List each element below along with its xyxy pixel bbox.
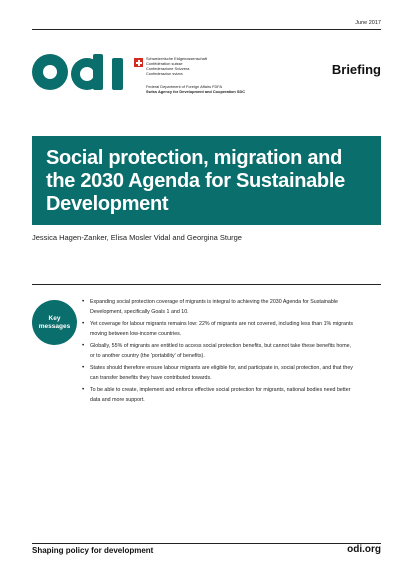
odi-logo-o [32,54,68,90]
partner-department: Federal Department of Foreign Affairs FDFA Swiss Agency for Development and Cooperation SDC [146,84,246,94]
partner-names: Schweizerische Eidgenossenschaft Confédération suisse Confederazione Svizzera Confederaziun svizra [146,56,207,76]
odi-logo-icon [32,54,126,90]
swiss-cross-icon [134,58,143,67]
key-messages-badge: Key messages [32,300,77,345]
odi-logo-d [71,54,107,90]
authors: Jessica Hagen-Zanker, Elisa Mosler Vidal and Georgina Sturge [32,233,242,242]
publication-date: June 2017 [355,20,381,26]
footer-divider [32,543,381,544]
list-item: • To be able to create, implement and enforce effective social protection for migrants, national bodies need better data and more support. [80,385,355,405]
page-title: Social protection, migration and the 2030 Agenda for Sustainable Development [46,147,345,215]
list-item: • Expanding social protection coverage of migrants is integral to achieving the 2030 Agenda for Sustainable Development, specifically Goals 1 and 10. [80,297,355,317]
section-divider [32,284,381,285]
document-type: Briefing [331,62,381,77]
list-item: • Globally, 55% of migrants are entitled to access social protection benefits, but cannot take these benefits home, or to another country (the 'portability' of benefits). [80,341,355,361]
footer-tagline: Shaping policy for development [32,546,154,555]
title-banner [32,136,381,225]
key-messages-list [80,297,355,407]
footer-site-link[interactable]: odi.org [347,544,381,555]
top-divider [32,29,381,30]
list-item: • Yet coverage for labour migrants remains low: 22% of migrants are not covered, including less than 1% migrants moving between low-income countries. [80,319,355,339]
list-item: • States should therefore ensure labour migrants are eligible for, and participate in, social protection, and that they can transfer benefits they have contributed towards. [80,363,355,383]
odi-logo-i [112,58,123,90]
